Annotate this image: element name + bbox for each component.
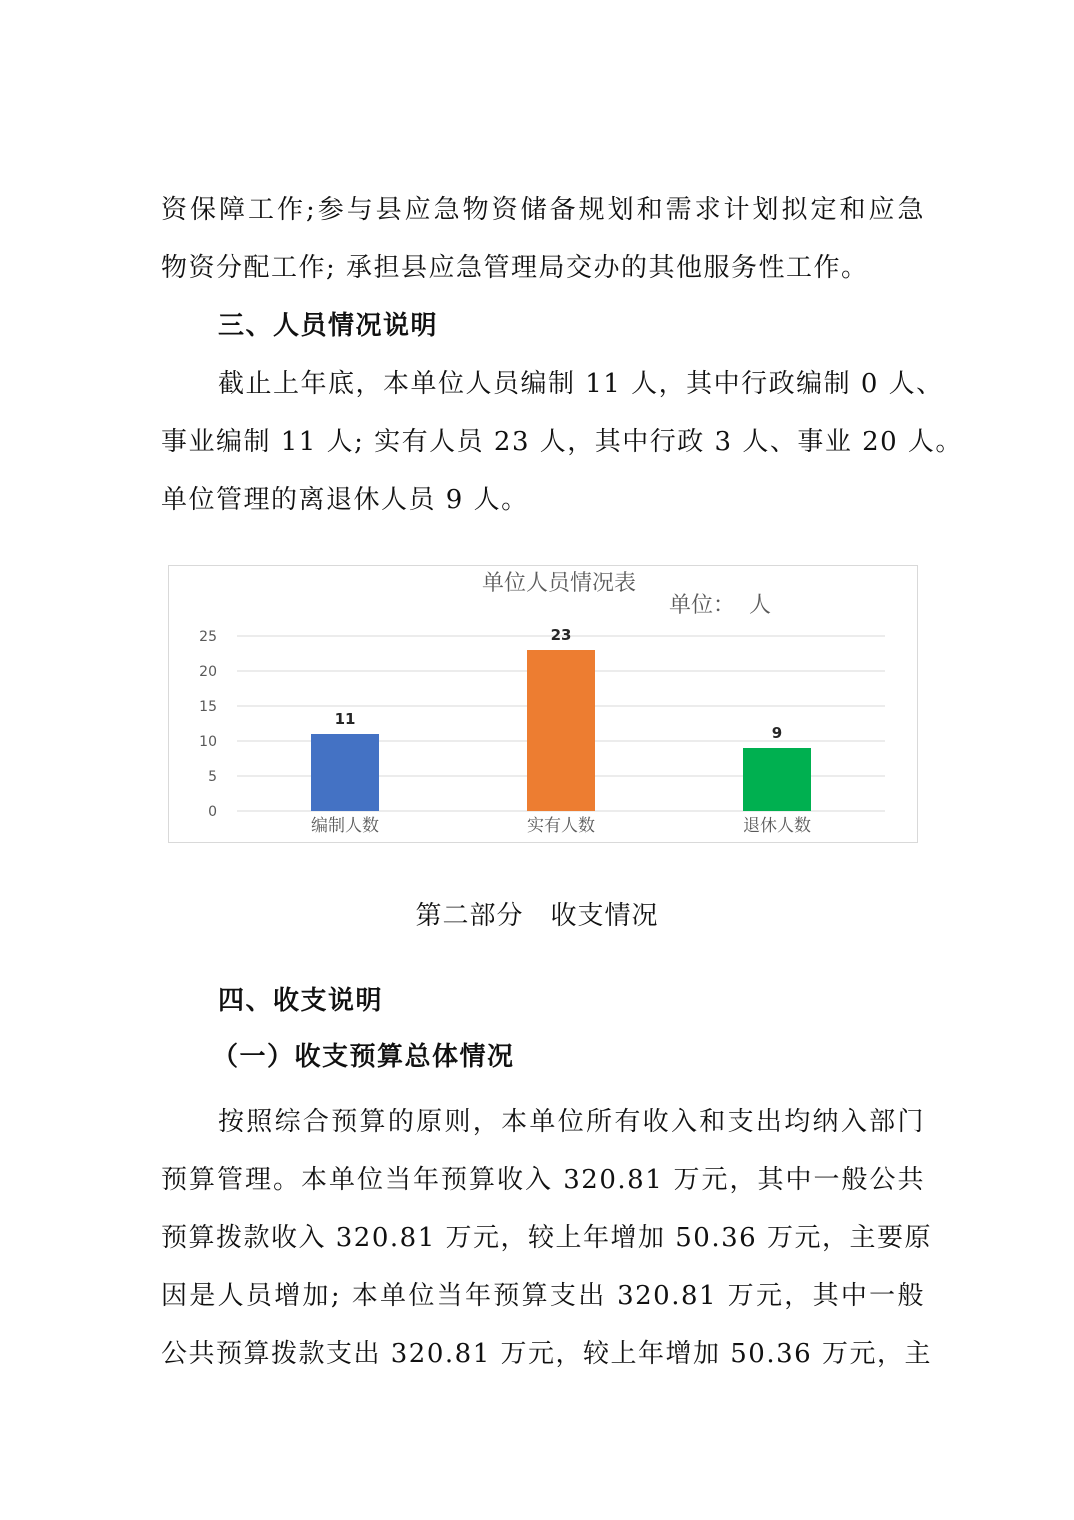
paragraph-line: 按照综合预算的原则，本单位所有收入和支出均纳入部门 — [218, 1107, 925, 1137]
bar — [311, 734, 379, 811]
subsection-heading: （一）收支预算总体情况 — [212, 1042, 515, 1072]
x-tick-label: 退休人数 — [743, 816, 811, 836]
data-label: 23 — [550, 626, 572, 644]
x-tick-label: 实有人数 — [527, 816, 595, 836]
y-tick-label: 5 — [208, 769, 217, 785]
part-title: 第二部分 收支情况 — [415, 901, 659, 931]
y-axis-ticks — [199, 629, 217, 820]
bar — [527, 650, 595, 811]
data-label: 11 — [334, 710, 356, 728]
paragraph-line: 预算拨款收入 320.81 万元，较上年增加 50.36 万元，主要原 — [161, 1223, 932, 1253]
staff-chart — [168, 565, 918, 843]
section-heading: 三、人员情况说明 — [218, 311, 439, 341]
data-label: 9 — [771, 724, 783, 742]
paragraph-line: 资保障工作;参与县应急物资储备规划和需求计划拟定和应急 — [161, 195, 925, 225]
paragraph-line: 公共预算拨款支出 320.81 万元，较上年增加 50.36 万元，主 — [161, 1339, 932, 1369]
y-tick-label: 10 — [199, 734, 217, 750]
paragraph-line: 因是人员增加; 本单位当年预算支出 320.81 万元，其中一般 — [161, 1281, 925, 1311]
x-axis-labels — [311, 816, 811, 836]
bar-chart — [169, 566, 917, 842]
paragraph-line: 事业编制 11 人; 实有人员 23 人，其中行政 3 人、事业 20 人。 — [161, 427, 963, 457]
chart-subtitle: 单位： 人 — [669, 593, 771, 618]
y-tick-label: 15 — [199, 699, 217, 715]
y-tick-label: 25 — [199, 629, 217, 645]
paragraph-line: 截止上年底，本单位人员编制 11 人，其中行政编制 0 人、 — [218, 369, 944, 399]
y-tick-label: 20 — [199, 664, 217, 680]
paragraph-line: 物资分配工作; 承担县应急管理局交办的其他服务性工作。 — [161, 253, 869, 283]
paragraph-line: 预算管理。本单位当年预算收入 320.81 万元，其中一般公共 — [161, 1165, 925, 1195]
x-tick-label: 编制人数 — [311, 816, 379, 836]
paragraph-line: 单位管理的离退休人员 9 人。 — [161, 485, 529, 515]
y-tick-label: 0 — [208, 804, 217, 820]
chart-title: 单位人员情况表 — [481, 571, 637, 596]
section-heading: 四、收支说明 — [218, 986, 384, 1016]
bars — [311, 650, 811, 811]
bar — [743, 748, 811, 811]
